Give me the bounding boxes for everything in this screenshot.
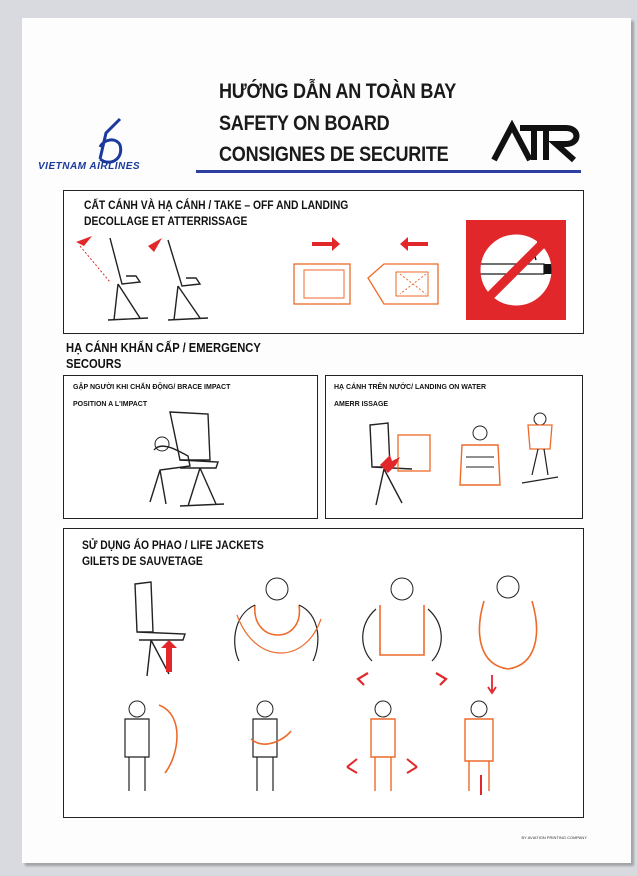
water-label-line2: AMERR ISSAGE bbox=[334, 401, 389, 408]
takeoff-title-line1: CẤT CÁNH VÀ HẠ CÁNH / TAKE – OFF AND LANDING bbox=[84, 198, 349, 212]
child-lifejacket-illustrations bbox=[115, 695, 495, 805]
vietnam-airlines-logo bbox=[80, 115, 140, 165]
seatbelt-illustration bbox=[288, 238, 458, 318]
upright-seat-illustration bbox=[70, 232, 220, 322]
airline-name: VIETNAM AIRLINES bbox=[38, 161, 141, 172]
emergency-title-line1: HẠ CÁNH KHẨN CẤP / EMERGENCY bbox=[66, 340, 261, 355]
lifejacket-under-seat-illustration bbox=[125, 580, 205, 690]
lifejackets-title-line1: SỬ DỤNG ÁO PHAO / LIFE JACKETS bbox=[82, 538, 264, 552]
takeoff-title-line2: DECOLLAGE ET ATTERRISSAGE bbox=[84, 214, 248, 228]
title-french: CONSIGNES DE SECURITE bbox=[219, 143, 449, 166]
water-landing-illustration bbox=[362, 405, 562, 515]
atr-logo bbox=[490, 120, 580, 162]
water-label-line1: HẠ CÁNH TRÊN NƯỚC/ LANDING ON WATER bbox=[334, 384, 487, 391]
lifejackets-title-line2: GILETS DE SAUVETAGE bbox=[82, 554, 203, 568]
no-smoking-sign bbox=[466, 220, 566, 320]
brace-position-illustration bbox=[140, 410, 240, 510]
brace-label-line1: GẬP NGƯỜI KHI CHẤN ĐỘNG/ BRACE IMPACT bbox=[73, 384, 231, 391]
title-english: SAFETY ON BOARD bbox=[219, 112, 390, 135]
adult-tying-lifejacket-step2 bbox=[350, 575, 450, 685]
title-vietnamese: HƯỚNG DẪN AN TOÀN BAY bbox=[219, 80, 457, 103]
adult-donning-lifejacket-step1 bbox=[225, 575, 325, 685]
header-divider bbox=[196, 170, 581, 173]
adult-inflating-lifejacket-step3 bbox=[470, 575, 550, 695]
atr-logo-text: ATR bbox=[490, 120, 492, 121]
brace-label-line2: POSITION A L'IMPACT bbox=[73, 401, 148, 408]
printer-credit: BY AVIATION PRINTING COMPANY bbox=[521, 835, 587, 840]
emergency-title-line2: SECOURS bbox=[66, 356, 122, 371]
